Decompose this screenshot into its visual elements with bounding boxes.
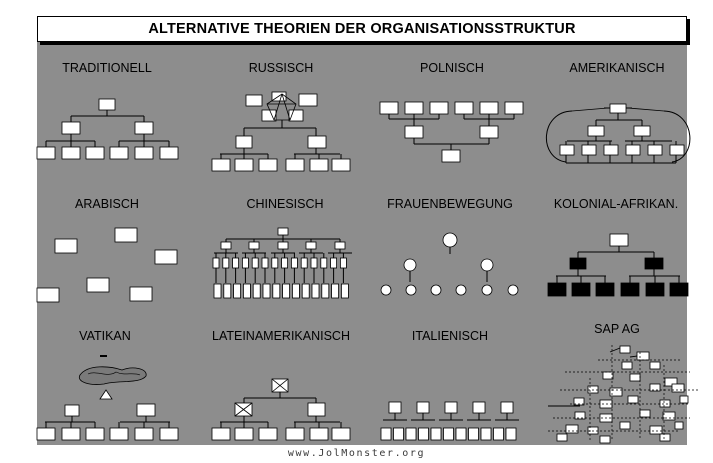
org-box [322, 284, 329, 298]
org-box [600, 436, 610, 443]
org-box [570, 258, 586, 269]
org-box [389, 402, 401, 413]
org-box [560, 145, 574, 155]
org-box [680, 396, 688, 403]
org-box [335, 242, 345, 249]
org-box [481, 428, 491, 440]
org-box [648, 145, 662, 155]
org-box [340, 258, 346, 268]
org-box [621, 283, 639, 296]
org-box [236, 136, 252, 148]
org-box [630, 374, 640, 381]
org-box [65, 405, 79, 416]
org-box [417, 402, 429, 413]
org-circle [431, 285, 441, 295]
org-box [473, 402, 485, 413]
org-box [670, 145, 684, 155]
org-circle [481, 259, 493, 271]
org-box [596, 283, 614, 296]
org-box [273, 284, 280, 298]
org-box [282, 258, 288, 268]
chart-arabisch [37, 228, 177, 302]
org-box [603, 372, 613, 379]
org-box [278, 228, 288, 235]
org-box [622, 362, 632, 369]
org-box [37, 147, 55, 159]
org-box [135, 147, 153, 159]
org-box [442, 150, 460, 162]
org-box [62, 147, 80, 159]
org-box [62, 428, 80, 440]
org-box [572, 283, 590, 296]
org-box [214, 284, 221, 298]
org-box [332, 284, 339, 298]
org-box [620, 346, 630, 353]
chart-amerikanisch [546, 104, 690, 163]
org-box [480, 126, 498, 138]
org-box [480, 102, 498, 114]
label-sap-ag: SAP AG [594, 322, 640, 336]
org-box [283, 284, 290, 298]
org-box [272, 258, 278, 268]
org-box [249, 242, 259, 249]
org-box [37, 428, 55, 440]
org-box [331, 258, 337, 268]
org-box [660, 400, 670, 407]
org-box [110, 428, 128, 440]
org-box [292, 284, 299, 298]
org-box [246, 95, 262, 106]
org-box [286, 428, 304, 440]
org-circle [456, 285, 466, 295]
org-box [213, 258, 219, 268]
org-box [506, 428, 516, 440]
org-box [243, 284, 250, 298]
org-box [380, 102, 398, 114]
chart-polnisch [380, 102, 523, 162]
org-box [321, 258, 327, 268]
org-box [604, 145, 618, 155]
page-title: ALTERNATIVE THEORIEN DER ORGANISATIONSSTRUKTUR [148, 21, 576, 37]
org-box [137, 404, 155, 416]
org-circle [404, 259, 416, 271]
org-box [312, 284, 319, 298]
org-box [494, 428, 504, 440]
org-circle [508, 285, 518, 295]
org-box [306, 242, 316, 249]
footer-url: www.JolMonster.org [287, 448, 426, 459]
org-box [650, 384, 660, 391]
org-box [286, 159, 304, 171]
org-box [646, 283, 664, 296]
org-box [405, 102, 423, 114]
org-box [332, 428, 350, 440]
org-box [445, 402, 457, 413]
org-box [455, 102, 473, 114]
label-polnisch: POLNISCH [420, 61, 484, 75]
org-box [332, 159, 350, 171]
org-box [626, 145, 640, 155]
org-box [115, 228, 137, 242]
org-box [444, 428, 454, 440]
org-box [670, 283, 688, 296]
org-box [302, 284, 309, 298]
org-box [588, 427, 598, 434]
org-box [566, 425, 578, 433]
chart-vatikan [37, 356, 178, 440]
org-box [660, 434, 670, 441]
org-box [394, 428, 404, 440]
org-box [233, 258, 239, 268]
org-box [259, 159, 277, 171]
org-box [381, 428, 391, 440]
org-box [86, 428, 104, 440]
org-box [405, 126, 423, 138]
org-box [242, 258, 248, 268]
org-box [301, 258, 307, 268]
org-circle [443, 233, 457, 247]
org-box [135, 122, 153, 134]
org-box [557, 434, 567, 441]
org-box [62, 122, 80, 134]
org-box [456, 428, 466, 440]
org-box [341, 284, 348, 298]
org-box [310, 159, 328, 171]
org-box [575, 412, 585, 419]
org-box [610, 234, 628, 246]
org-box [663, 412, 675, 420]
org-box [469, 428, 479, 440]
org-box [262, 258, 268, 268]
org-box [628, 396, 638, 403]
org-box [37, 288, 59, 302]
org-box [223, 258, 229, 268]
org-box [160, 428, 178, 440]
org-box [263, 284, 270, 298]
chart-sap-ag [548, 345, 700, 443]
label-amerikanisch: AMERIKANISCH [569, 61, 665, 75]
connector-line [610, 348, 620, 352]
org-box [675, 422, 683, 429]
org-circle [482, 285, 492, 295]
org-box [235, 428, 253, 440]
connector-path [628, 108, 664, 111]
chart-chinesisch [213, 228, 352, 298]
org-circle [381, 285, 391, 295]
org-box [130, 287, 152, 301]
org-box [645, 258, 663, 269]
org-box [588, 386, 598, 393]
org-circle [406, 285, 416, 295]
org-box [650, 362, 660, 369]
org-box [308, 136, 326, 148]
org-box [253, 284, 260, 298]
chart-russisch [212, 92, 350, 171]
org-box [501, 402, 513, 413]
org-box [311, 258, 317, 268]
label-traditionell: TRADITIONELL [62, 61, 152, 75]
org-box [640, 410, 650, 417]
org-box [431, 428, 441, 440]
org-box [212, 159, 230, 171]
org-box [308, 403, 325, 416]
connector-path [100, 390, 112, 399]
org-box [289, 110, 303, 121]
org-box [610, 104, 626, 113]
org-box [55, 239, 77, 253]
org-box [278, 242, 288, 249]
org-box [160, 147, 178, 159]
org-box [588, 126, 604, 136]
label-frauenbewegung: FRAUENBEWEGUNG [387, 197, 513, 211]
org-box [234, 284, 241, 298]
label-arabisch: ARABISCH [75, 197, 139, 211]
org-box [505, 102, 523, 114]
org-box [221, 242, 231, 249]
label-lateinamerikanisch: LATEINAMERIKANISCH [212, 329, 350, 343]
org-box [637, 352, 649, 360]
org-box [310, 428, 328, 440]
org-box [110, 147, 128, 159]
org-box [634, 126, 650, 136]
org-box [620, 422, 630, 429]
connector-line [630, 356, 637, 357]
org-box [582, 145, 596, 155]
org-box [299, 94, 317, 106]
org-box [291, 258, 297, 268]
chart-traditionell [37, 99, 178, 159]
org-box [259, 428, 277, 440]
label-vatikan: VATIKAN [79, 329, 131, 343]
org-box [430, 102, 448, 114]
org-box [87, 278, 109, 292]
org-box [212, 428, 230, 440]
label-russisch: RUSSISCH [248, 61, 314, 75]
connector-path [79, 367, 146, 385]
chart-kolonial-afrikan [548, 234, 688, 296]
org-box [155, 250, 177, 264]
org-box [672, 384, 684, 392]
org-box [252, 258, 258, 268]
label-chinesisch: CHINESISCH [246, 197, 324, 211]
org-box [548, 283, 566, 296]
connector-path [572, 108, 608, 111]
chart-lateinamerikanisch [212, 379, 350, 440]
org-box [224, 284, 231, 298]
org-box [419, 428, 429, 440]
org-box [235, 159, 253, 171]
org-box [86, 147, 104, 159]
org-box [135, 428, 153, 440]
org-box [406, 428, 416, 440]
chart-frauenbewegung [381, 233, 518, 295]
label-italienisch: ITALIENISCH [411, 329, 489, 343]
chart-italienisch [381, 402, 519, 440]
org-box [99, 99, 115, 110]
org-box [650, 426, 662, 434]
label-kolonial-afrikan: KOLONIAL-AFRIKAN. [553, 197, 679, 211]
